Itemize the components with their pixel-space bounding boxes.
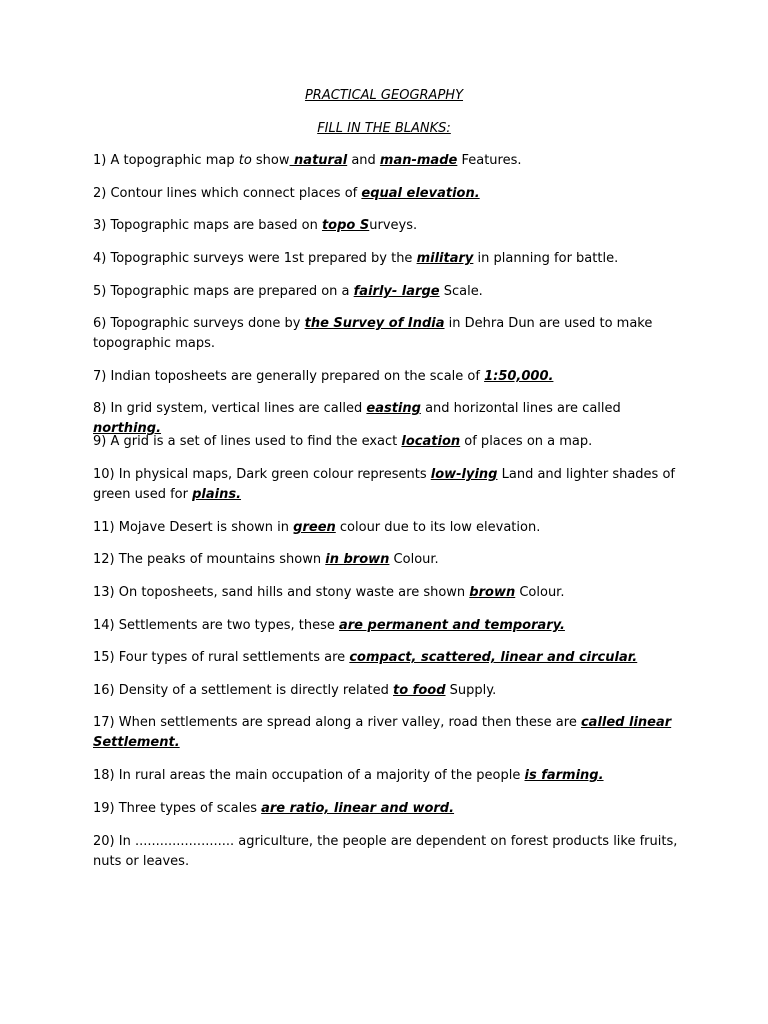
answer-text: the Survey of India [304, 316, 445, 331]
question-item [93, 184, 678, 204]
answer-text: location [401, 434, 461, 449]
answer-text: are permanent and temporary. [339, 618, 565, 633]
question-text: 18) In rural areas the main occupation of a majority of the people [93, 768, 525, 783]
question-text: 9) A grid is a set of lines used to find the exact [93, 434, 402, 449]
answer-text: plains. [192, 487, 242, 502]
question-text: 15) Four types of rural settlements are [93, 650, 350, 665]
question-text: of places on a map. [460, 434, 593, 449]
question-text: 6) Topographic surveys done by [93, 316, 305, 331]
question-item [93, 832, 678, 872]
answer-text: military [416, 251, 474, 266]
question-text: 8) In grid system, vertical lines are called [93, 401, 367, 416]
question-text: Colour. [389, 552, 439, 567]
question-item [93, 550, 678, 570]
question-text: and [347, 153, 380, 168]
question-text: 2) Contour lines which connect places of [93, 186, 362, 201]
question-item [93, 151, 678, 171]
question-text: 10) In physical maps, Dark green colour represents [93, 467, 431, 482]
question-text: Supply. [445, 683, 497, 698]
question-item [93, 616, 678, 636]
question-item [93, 766, 678, 786]
answer-text: compact, scattered, linear and circular. [349, 650, 638, 665]
answer-text: brown [469, 585, 516, 600]
question-text: 5) Topographic maps are prepared on a [93, 284, 354, 299]
answer-text: called linear Settlement. [93, 715, 672, 750]
question-text: 7) Indian toposheets are generally prepared on the scale of [93, 369, 485, 384]
question-text: 4) Topographic surveys were 1st prepared by the [93, 251, 417, 266]
question-item [93, 799, 678, 819]
question-item [93, 367, 678, 387]
question-text: and horizontal lines are called [420, 401, 621, 416]
question-text: 19) Three types of scales [93, 801, 262, 816]
answer-text: 1:50,000. [484, 369, 554, 384]
question-item [93, 432, 678, 452]
answer-text: in brown [325, 552, 390, 567]
question-text: urveys. [369, 218, 418, 233]
question-item [93, 216, 678, 236]
question-text: 14) Settlements are two types, these [93, 618, 339, 633]
question-text: 11) Mojave Desert is shown in [93, 520, 294, 535]
question-item [93, 583, 678, 603]
question-text: Scale. [439, 284, 483, 299]
question-text: 16) Density of a settlement is directly related [93, 683, 394, 698]
answer-text: green [293, 520, 336, 535]
page-title: PRACTICAL GEOGRAPHY [304, 88, 464, 103]
question-item [93, 465, 678, 505]
question-text: Features. [457, 153, 522, 168]
question-text: show [251, 153, 290, 168]
answer-text: topo S [321, 218, 370, 233]
question-text: colour due to its low elevation. [335, 520, 541, 535]
question-item [93, 648, 678, 668]
answer-text: to food [393, 683, 446, 698]
answer-text: low-lying [430, 467, 498, 482]
question-item [93, 518, 678, 538]
question-text: Colour. [515, 585, 565, 600]
question-text: in Dehra Dun are used to make topographic maps. [93, 316, 653, 351]
question-text: 13) On toposheets, sand hills and stony waste are shown [93, 585, 470, 600]
answer-text: easting [366, 401, 421, 416]
page-subtitle: FILL IN THE BLANKS: [317, 121, 451, 136]
question-text: in planning for battle. [473, 251, 619, 266]
answer-text: equal elevation. [361, 186, 480, 201]
question-item [93, 681, 678, 701]
answer-text: are ratio, linear and word. [261, 801, 455, 816]
question-text: 17) When settlements are spread along a river valley, road then these are [93, 715, 581, 730]
question-text: 1) A topographic map [93, 153, 239, 168]
question-text: 20) In ........................ agriculture, the people are dependent on forest products like fruits, nuts or leaves. [93, 834, 678, 869]
question-item [93, 314, 678, 354]
answer-text: northing. [93, 421, 162, 436]
question-item [93, 713, 678, 753]
question-text: 3) Topographic maps are based on [93, 218, 322, 233]
question-text: to [238, 153, 252, 168]
answer-text: man-made [379, 153, 458, 168]
question-text: 12) The peaks of mountains shown [93, 552, 326, 567]
question-item [93, 282, 678, 302]
answer-text: natural [289, 153, 348, 168]
answer-text: is farming. [524, 768, 604, 783]
question-item [93, 249, 678, 269]
question-text: Land and lighter shades of green used for [93, 467, 675, 502]
answer-text: fairly- large [353, 284, 440, 299]
